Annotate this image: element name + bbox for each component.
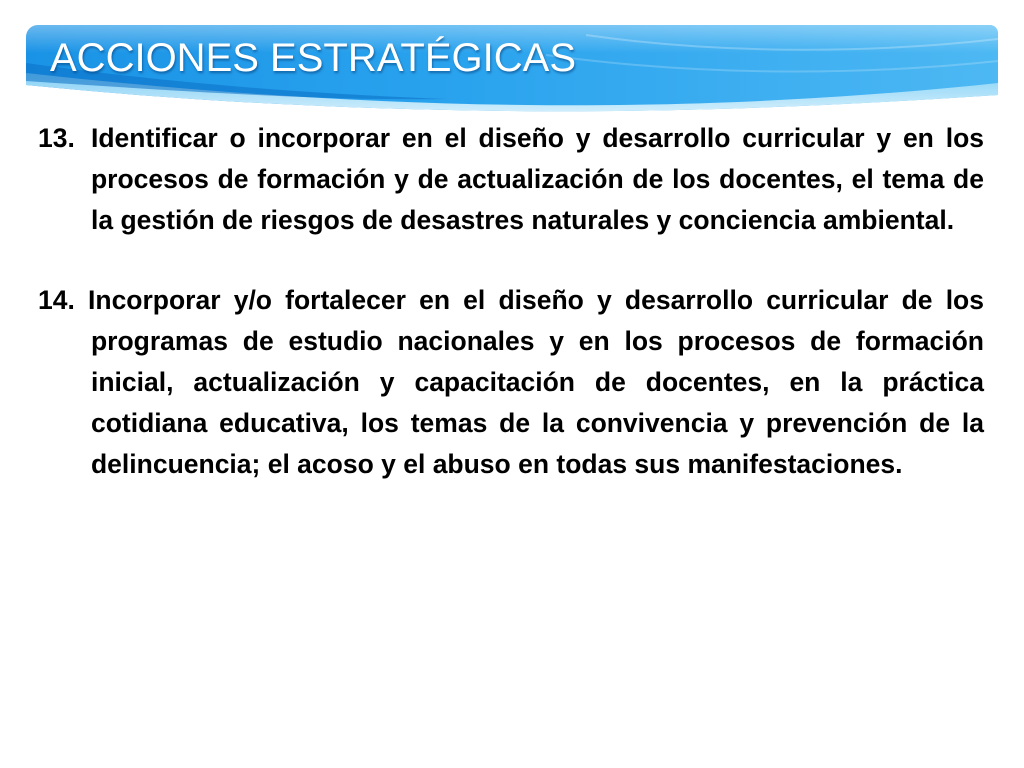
list-item (38, 118, 984, 240)
slide-body (38, 118, 984, 484)
list-item-number: 14. (38, 285, 75, 316)
list-item (38, 280, 984, 484)
slide-title: ACCIONES ESTRATÉGICAS (50, 36, 577, 80)
list-item-text: Incorporar y/o fortalecer en el diseño y desarrollo curricular de los programas de estudio nacionales y en los procesos de formación inicial, actualización y capacitación de docentes, en la práctica cotidiana educativa, los temas de la convivencia y prevención de la delincuencia; el acoso y el abuso en todas sus manifestaciones. (88, 285, 984, 479)
list-item-number: 13. (38, 123, 75, 153)
list-item-text: Identificar o incorporar en el diseño y desarrollo curricular y en los procesos de formación y de actualización de los docentes, el tema de la gestión de riesgos de desastres naturales y conciencia ambiental. (91, 123, 984, 235)
